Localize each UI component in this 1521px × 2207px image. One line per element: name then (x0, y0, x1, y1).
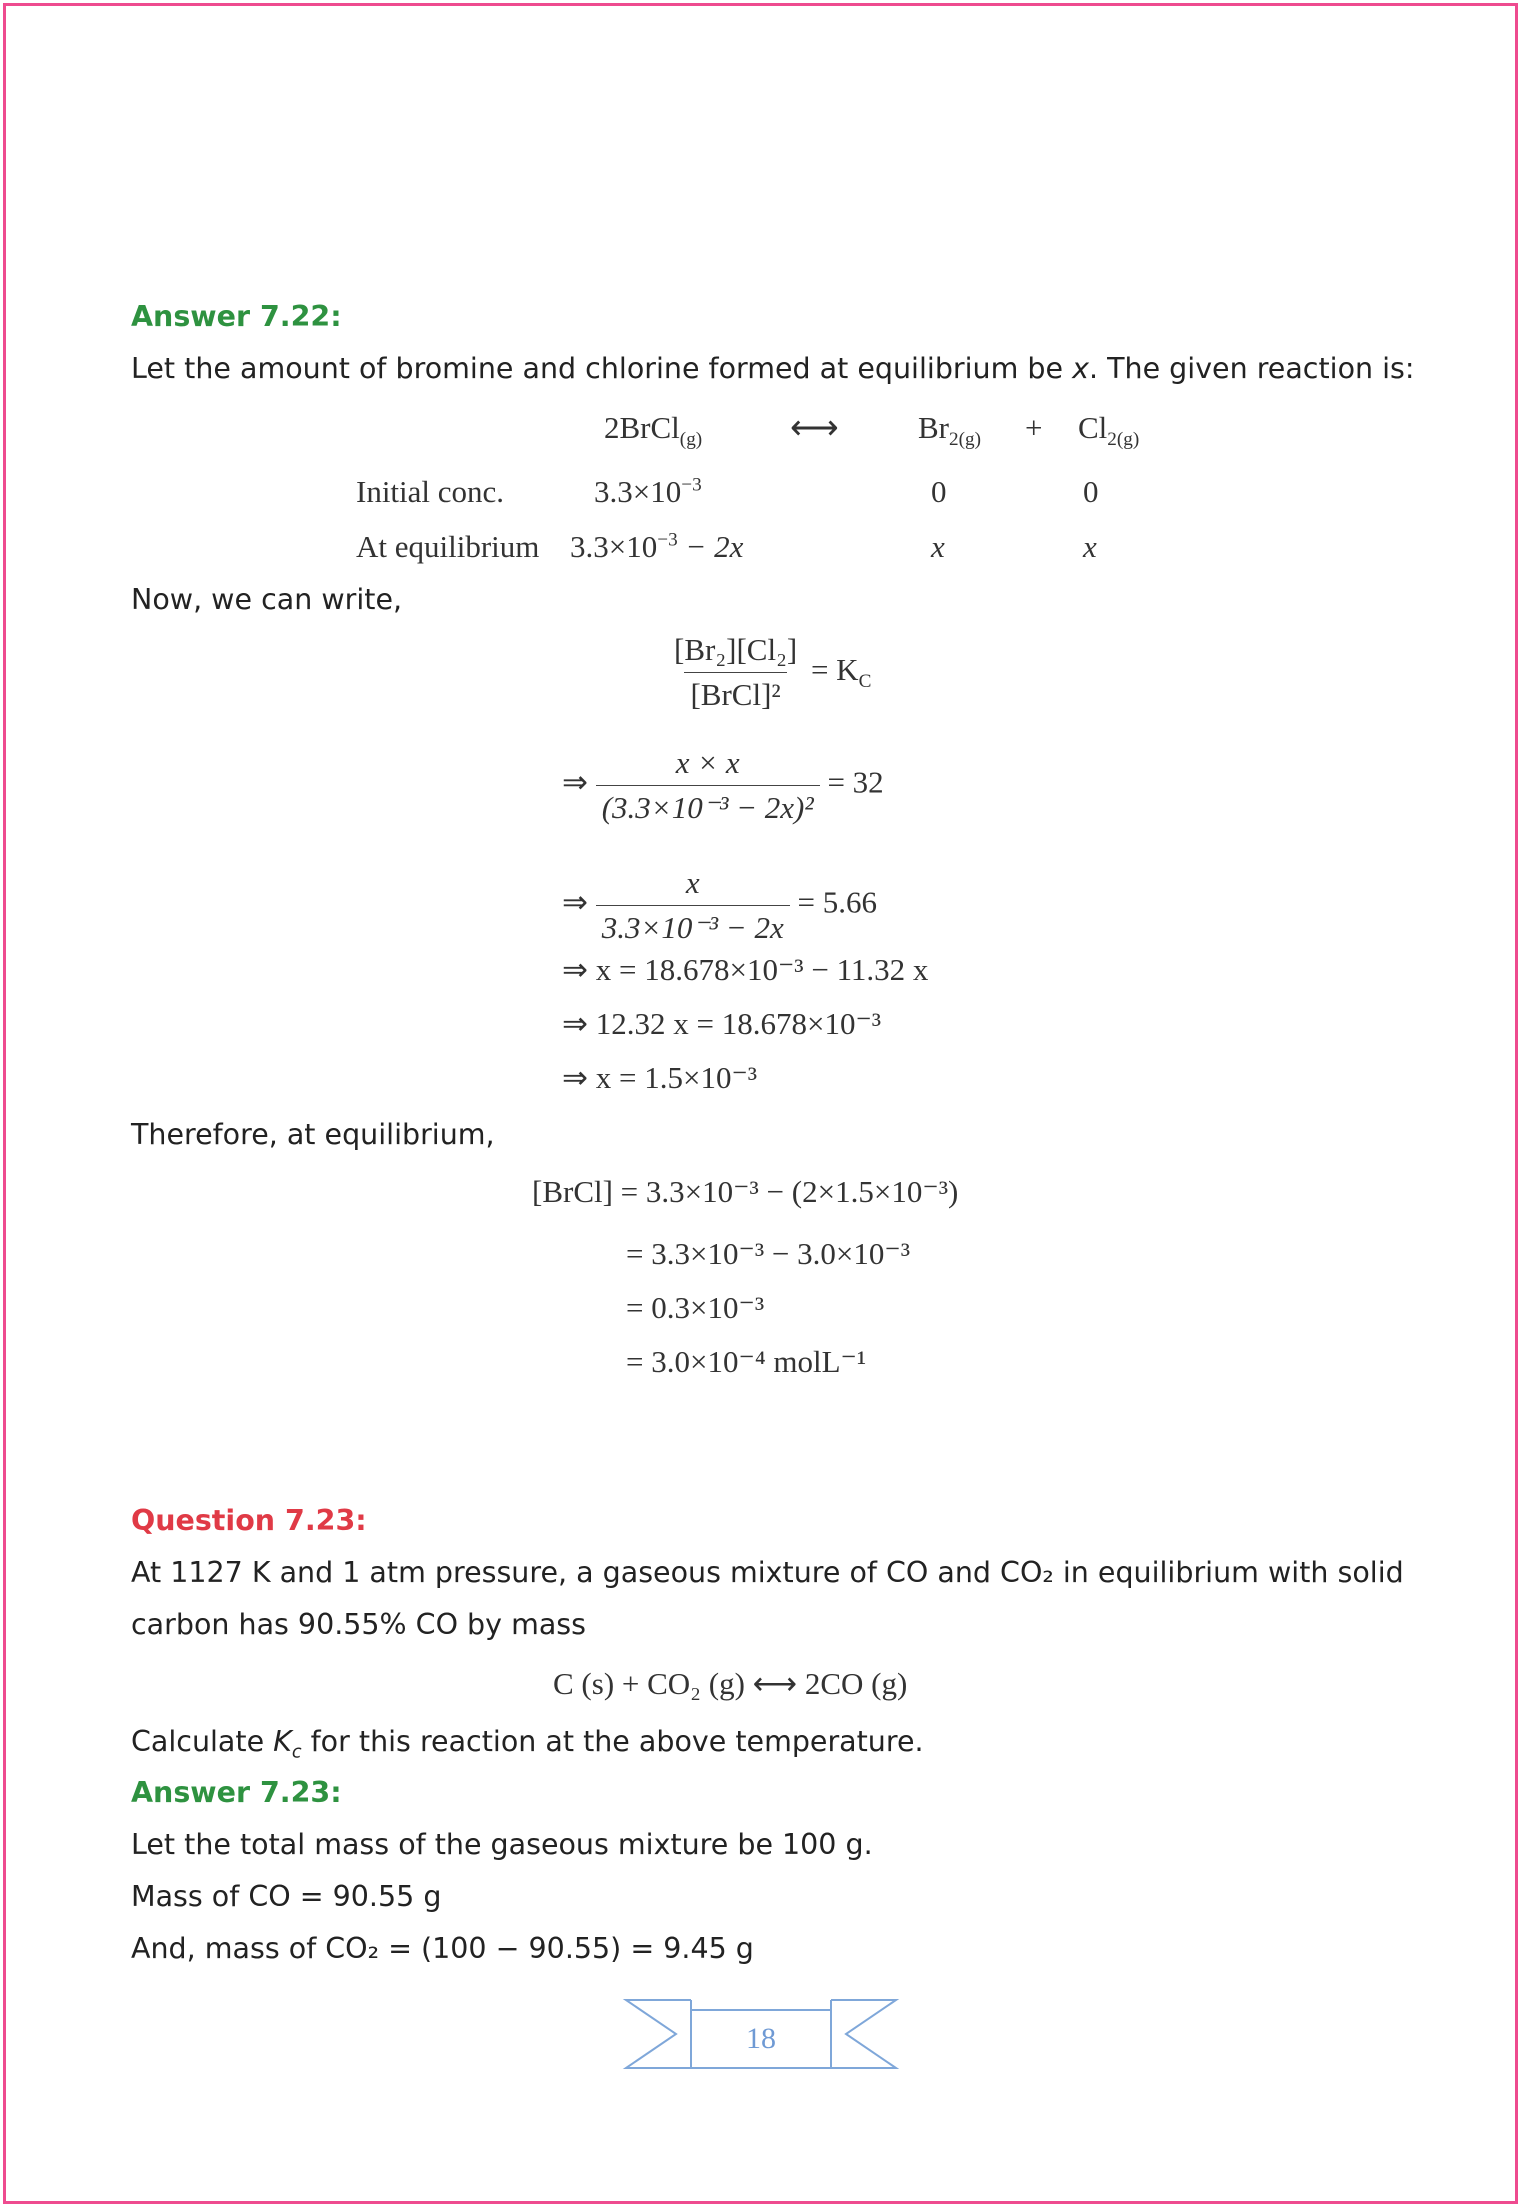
question-723-line-2: carbon has 90.55% CO by mass (131, 1608, 586, 1641)
question-723-line-1: At 1127 K and 1 atm pressure, a gaseous mixture of CO and CO₂ in equilibrium with solid (131, 1556, 1404, 1589)
page-number: 18 (746, 2022, 776, 2055)
row-equilibrium-product2: x (1083, 529, 1097, 564)
brcl-calc-line-3: = 0.3×10⁻³ (626, 1290, 765, 1325)
answer-723-line-3: And, mass of CO₂ = (100 − 90.55) = 9.45 g (131, 1932, 754, 1965)
brcl-calc-line-2: = 3.3×10⁻³ − 3.0×10⁻³ (626, 1236, 910, 1271)
row-initial-product1: 0 (931, 474, 947, 509)
substituted-equation: ⇒ $\frac{x \times x}{\text{(3.3×10⁻³ − 2x)²}}$ = 32 (562, 745, 884, 825)
question-723-calculate: Calculate $K_c$ for this reaction at the above temperature. (131, 1725, 924, 1763)
page-number-ribbon (616, 1994, 906, 2074)
answer-722-intro (131, 352, 1415, 385)
intro-text-b: . The given reaction is: (1089, 352, 1415, 385)
answer-723-heading: Answer 7.23: (131, 1776, 342, 1809)
product1-formula: $Br_{2(g)}$ (918, 410, 981, 451)
row-equilibrium-reactant: $3.3\times 10^{-3} - 2x$ (570, 529, 744, 564)
row-equilibrium-product1: x (931, 529, 945, 564)
row-equilibrium-label: At equilibrium (356, 529, 540, 564)
now-we-can-write: Now, we can write, (131, 583, 403, 616)
therefore-text: Therefore, at equilibrium, (131, 1118, 495, 1151)
row-initial-product2: 0 (1083, 474, 1099, 509)
row-initial-reactant: $3.3\times 10^{-3}$ (594, 474, 702, 509)
plus-sign: + (1025, 410, 1043, 445)
intro-text-a: Let the amount of bromine and chlorine formed at equilibrium be (131, 352, 1073, 385)
solve-step-1: ⇒ x = 18.678×10⁻³ − 11.32 x (562, 952, 929, 987)
solve-step-2: ⇒ 12.32 x = 18.678×10⁻³ (562, 1006, 882, 1041)
solve-step-3: ⇒ x = 1.5×10⁻³ (562, 1060, 758, 1095)
square-root-equation: ⇒ $\frac{x}{\text{3.3×10⁻³ − 2x}}$ = 5.66 (562, 865, 877, 945)
question-723-reaction: C (s) + CO₂ (g) ⟷ 2CO (g) (553, 1666, 908, 1701)
question-723-heading: Question 7.23: (131, 1504, 367, 1537)
brcl-calc-line-4: = 3.0×10⁻⁴ molL⁻¹ (626, 1344, 867, 1379)
equilibrium-arrow: ⟷ (790, 410, 839, 447)
intro-variable: x (1072, 352, 1089, 385)
answer-723-line-1: Let the total mass of the gaseous mixture be 100 g. (131, 1828, 873, 1861)
reactant-formula: 2BrCl$_{(g)}$ (604, 410, 703, 451)
product2-formula: $Cl_{2(g)}$ (1078, 410, 1140, 451)
row-initial-label: Initial conc. (356, 474, 505, 509)
kc-expression: $\frac{\text{[Br₂][Cl₂]}}{\text{[BrCl]²}}$ = $K_C$ (674, 632, 872, 712)
answer-722-heading: Answer 7.22: (131, 300, 342, 333)
answer-723-line-2: Mass of CO = 90.55 g (131, 1880, 442, 1913)
brcl-calc-line-1: [BrCl] = 3.3×10⁻³ − (2×1.5×10⁻³) (532, 1174, 959, 1209)
